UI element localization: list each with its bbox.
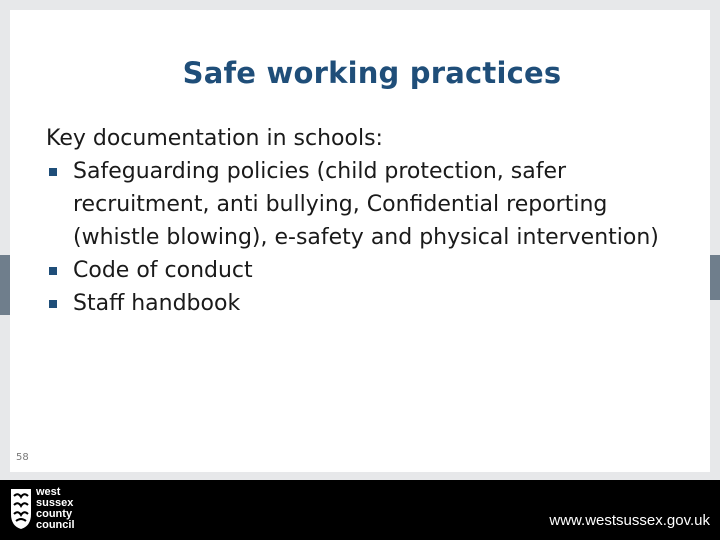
- logo-wordmark: [36, 487, 75, 531]
- bullet-item: [46, 155, 686, 254]
- bullet-text: Staff handbook: [73, 291, 241, 316]
- council-logo: [8, 486, 92, 534]
- slide-body: [46, 122, 686, 320]
- square-bullet-icon: [49, 300, 57, 308]
- website-url: www.westsussex.gov.uk: [549, 512, 710, 529]
- bullet-text: Safeguarding policies (child protection, safer recruitment, anti bullying, Confidential reporting (whistle blowing), e-safety and physical intervention): [73, 159, 659, 250]
- bullet-item: [46, 254, 686, 287]
- page-number: 58: [16, 452, 29, 463]
- logo-line: west: [36, 486, 61, 498]
- square-bullet-icon: [49, 267, 57, 275]
- logo-line: county: [36, 508, 73, 520]
- footer-bar: [0, 480, 720, 540]
- logo-line: sussex: [36, 497, 74, 509]
- right-accent-band: [710, 255, 720, 300]
- bullet-item: [46, 287, 686, 320]
- square-bullet-icon: [49, 168, 57, 176]
- slide-canvas: [10, 10, 710, 472]
- slide-title: Safe working practices: [182, 56, 562, 90]
- left-accent-band: [0, 255, 10, 315]
- bullet-list: [46, 155, 686, 320]
- intro-text: Key documentation in schools:: [46, 126, 383, 151]
- crest-icon: [10, 488, 32, 530]
- logo-line: council: [36, 519, 75, 531]
- bullet-text: Code of conduct: [73, 258, 253, 283]
